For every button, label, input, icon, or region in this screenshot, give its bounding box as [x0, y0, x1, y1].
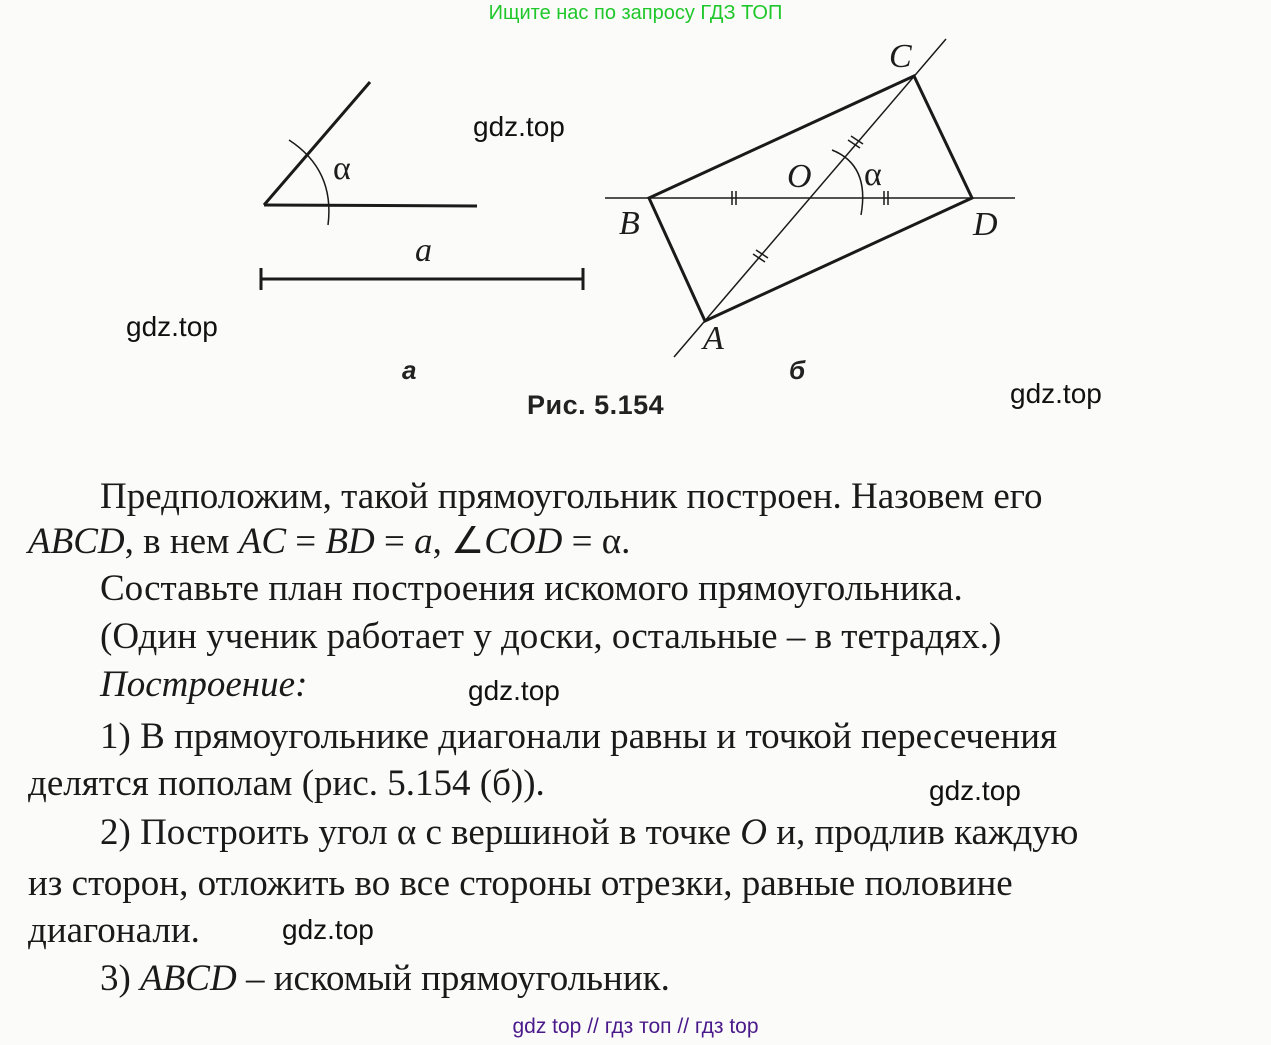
step-1-line-1: 1) В прямоугольнике диагонали равны и точкой пересечения: [100, 716, 1058, 757]
text-span: , ∠: [432, 521, 485, 562]
paragraph-3: (Один ученик работает у доски, остальные – в тетрадях.): [100, 616, 1002, 657]
watermark: gdz.top: [1010, 378, 1102, 409]
footer-watermark: gdz top // гдз топ // гдз top: [512, 1015, 759, 1038]
vertex-c-label: C: [889, 38, 912, 75]
subfigure-a-label: a: [402, 355, 417, 385]
step-2-line-3: диагонали.: [28, 910, 200, 951]
paragraph-2: Составьте план построения искомого прямоугольника.: [100, 568, 963, 609]
paragraph-1-line-1: Предположим, такой прямоугольник построен. Назовем его: [100, 476, 1043, 517]
heading-text: Построение:: [100, 664, 308, 705]
vertex-b-label: B: [619, 205, 640, 242]
math-bd: BD: [325, 521, 375, 562]
subfigure-b-label: б: [789, 355, 806, 385]
watermark: gdz.top: [468, 675, 560, 706]
math-ac: AC: [238, 521, 286, 562]
watermark: gdz.top: [126, 311, 218, 342]
figure-caption: Рис. 5.154: [527, 390, 665, 420]
text-span: 2) Построить угол α с вершиной в точке: [100, 812, 741, 853]
text-span: 3): [100, 958, 141, 999]
text-span: , в нем: [124, 521, 239, 562]
paragraph-1-line-2: [28, 519, 630, 565]
construction-heading: [100, 662, 307, 708]
watermark: gdz.top: [929, 775, 1021, 806]
math-abcd: ABCD: [28, 521, 125, 562]
rectangle-abcd-drawing: [605, 39, 1015, 357]
vertex-a-label: A: [703, 320, 724, 357]
text-span: =: [286, 521, 326, 562]
search-banner: Ищите нас по запросу ГДЗ ТОП: [488, 2, 783, 24]
math-cod: COD: [484, 521, 563, 562]
text-span: и, продлив каждую: [766, 812, 1079, 853]
text-span: = α.: [562, 521, 631, 562]
angle-a-label: α: [333, 150, 351, 187]
segment-a-drawing: [261, 268, 583, 290]
text-span: – искомый прямоугольник.: [236, 958, 670, 999]
math-o: O: [740, 812, 767, 853]
step-2-line-2: из сторон, отложить во все стороны отрезки, равные половине: [28, 863, 1013, 904]
angle-b-label: α: [864, 156, 882, 193]
step-2-line-1: [100, 810, 1078, 856]
angle-alpha-drawing: [264, 82, 477, 225]
step-3: [100, 956, 670, 1002]
vertex-o-label: O: [787, 158, 812, 195]
text-span: =: [374, 521, 415, 562]
step-1-line-2: делятся пополам (рис. 5.154 (б)).: [28, 763, 545, 804]
math-abcd: ABCD: [140, 958, 237, 999]
watermark: gdz.top: [282, 914, 374, 945]
math-a: a: [414, 521, 433, 562]
segment-a-label: a: [415, 232, 432, 269]
watermark: gdz.top: [473, 111, 565, 142]
vertex-d-label: D: [973, 206, 998, 243]
